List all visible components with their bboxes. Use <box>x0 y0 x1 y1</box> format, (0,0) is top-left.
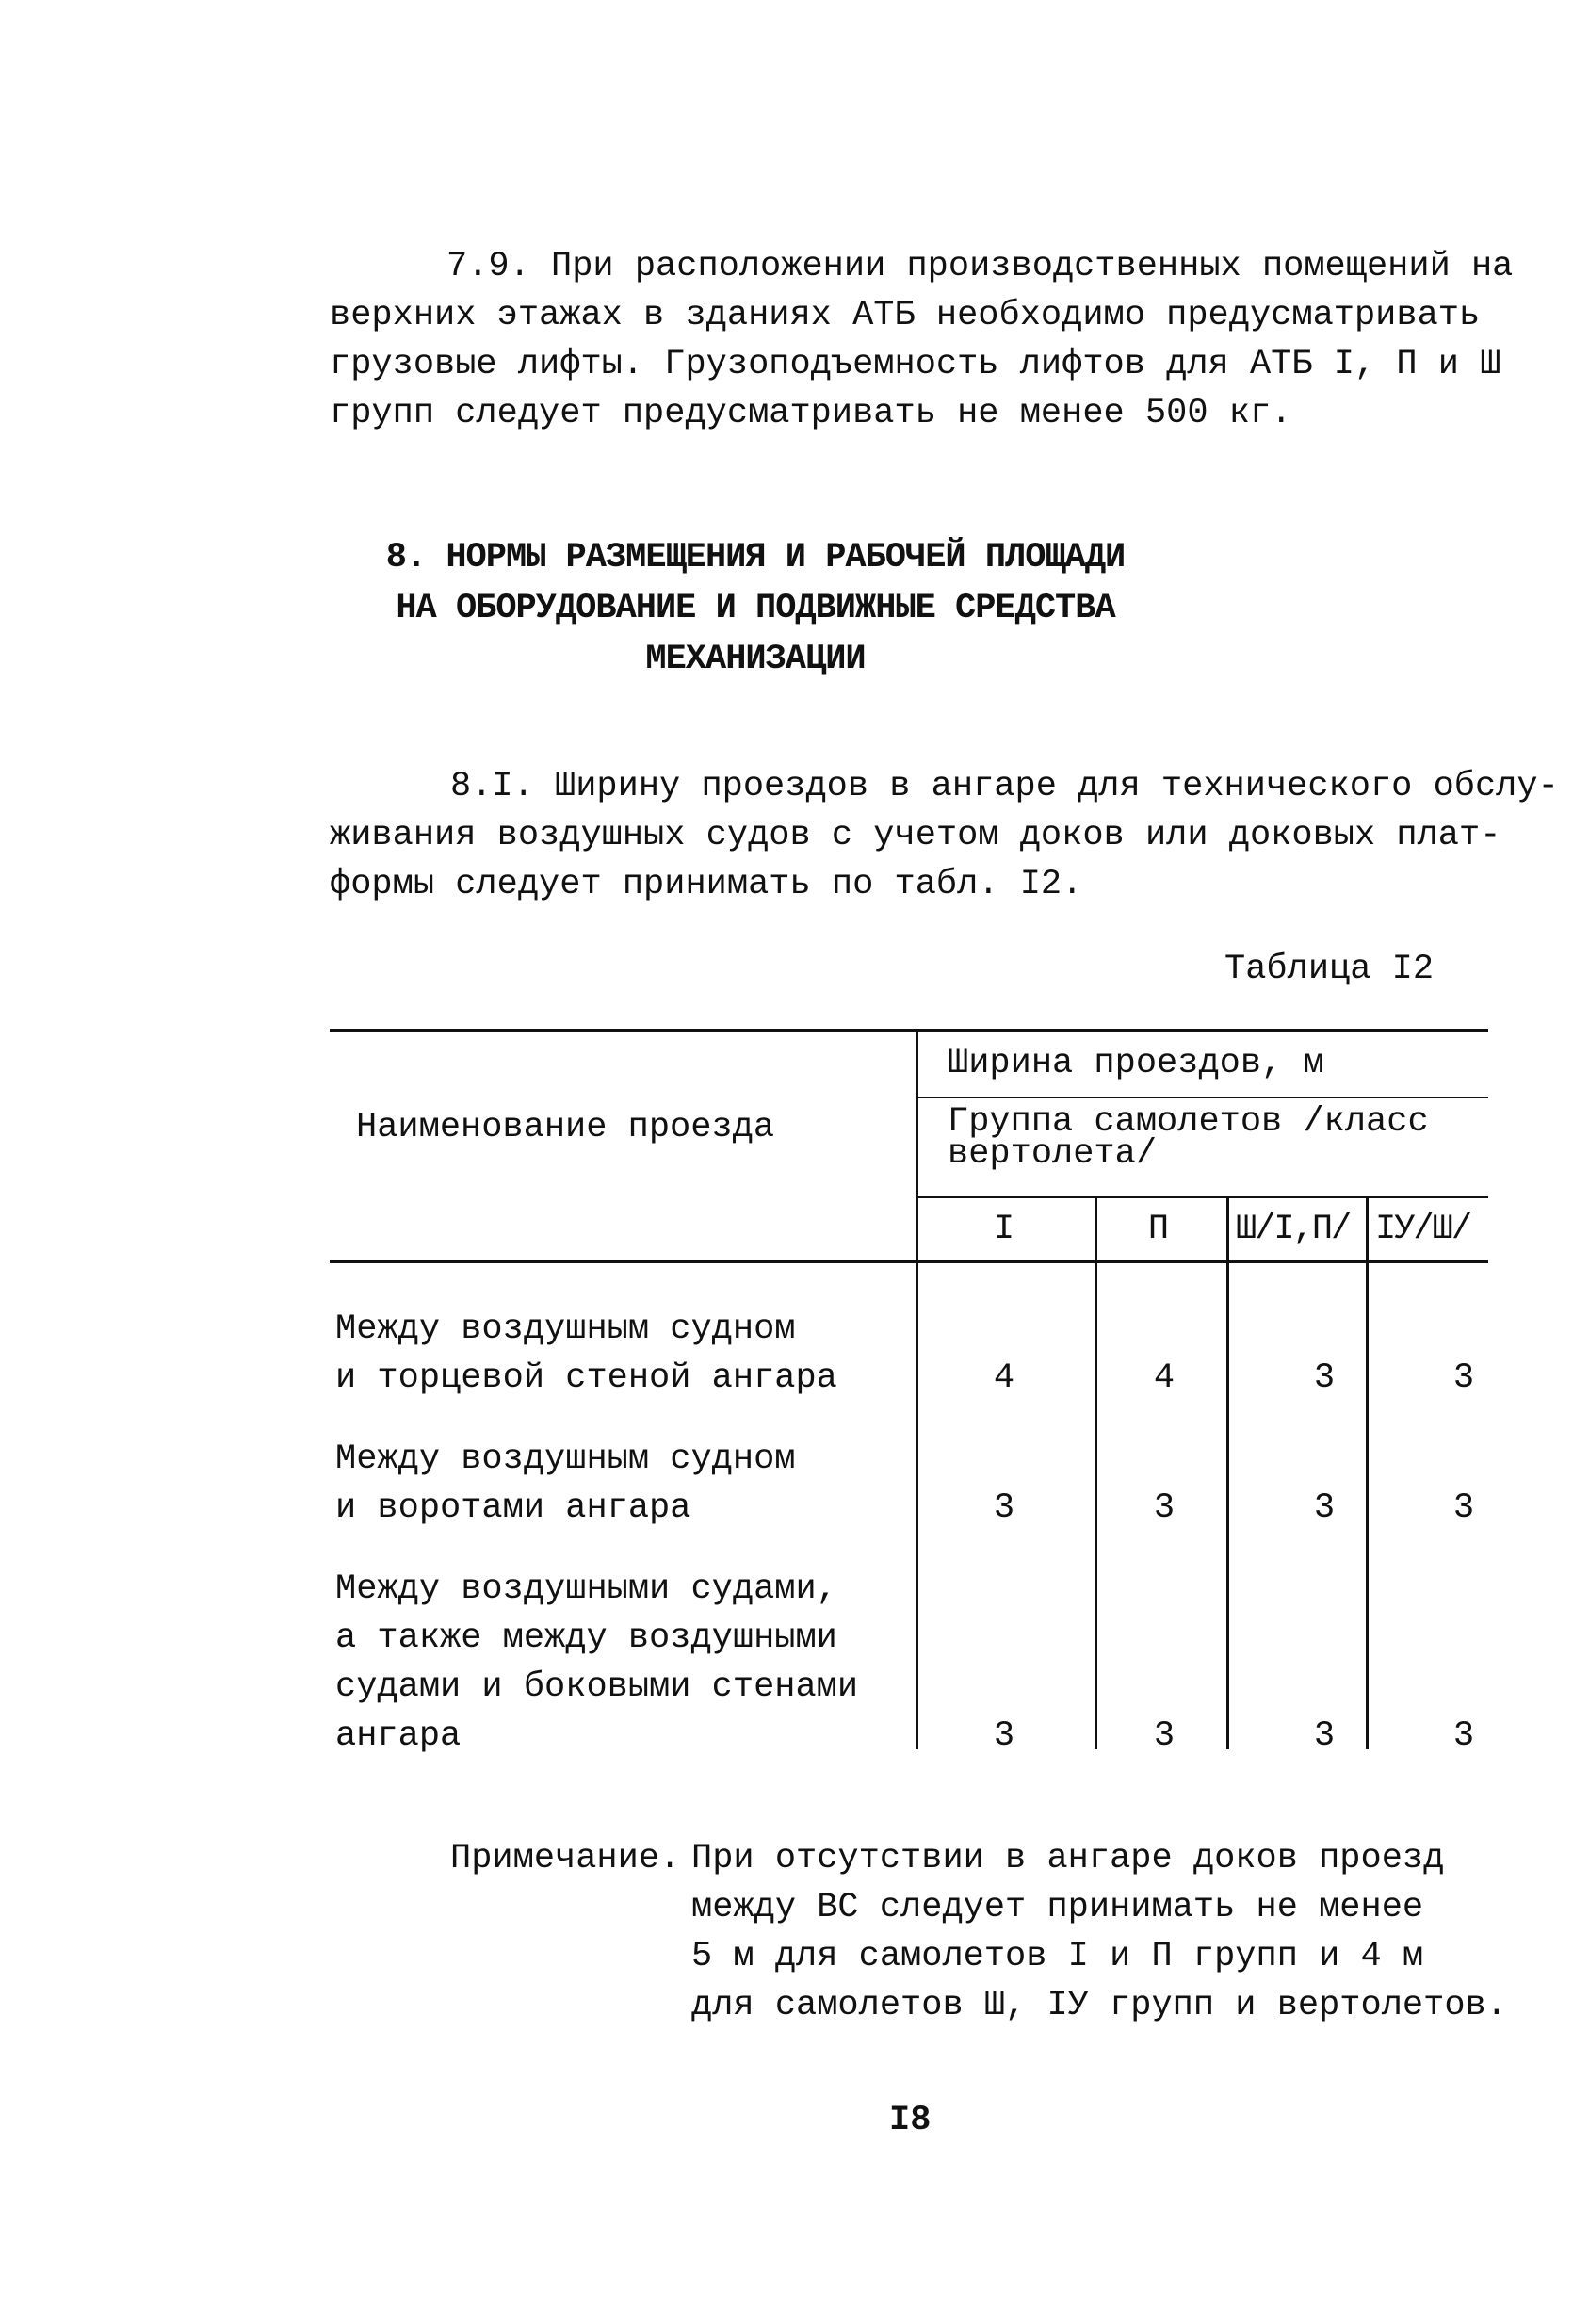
paragraph-line: верхних этажах в зданиях АТБ необходимо предусматривать <box>330 296 1481 335</box>
table-rule-top <box>330 1029 1488 1032</box>
row-name-line: Между воздушным судном <box>335 1309 796 1349</box>
paragraph-line: 7.9. При расположении производственных помещений на <box>446 247 1514 286</box>
paragraph-line: формы следует принимать по табл. I2. <box>330 865 1083 904</box>
row-name-line: и торцевой стеной ангара <box>335 1358 837 1398</box>
table-cell-value: 3 <box>1313 1488 1336 1528</box>
table-cell-value: 3 <box>1452 1358 1475 1398</box>
table-cell-value: 3 <box>1153 1716 1176 1756</box>
note-label: Примечание. <box>450 1839 681 1878</box>
note-line: между ВС следует принимать не менее <box>691 1888 1424 1927</box>
row-name-line: судами и боковыми стенами <box>335 1667 859 1707</box>
table-divider <box>1366 1198 1369 1749</box>
row-name-line: и воротами ангара <box>335 1488 691 1528</box>
table-cell-value: 3 <box>1153 1488 1176 1528</box>
table-cell-value: 3 <box>1452 1716 1475 1756</box>
table-cell-value: 3 <box>1452 1488 1475 1528</box>
section-heading-line: 8. НОРМЫ РАЗМЕЩЕНИЯ И РАБОЧЕЙ ПЛОЩАДИ <box>385 538 1126 577</box>
section-heading-line: МЕХАНИЗАЦИИ <box>645 640 866 679</box>
table-divider <box>916 1029 918 1749</box>
table-column-header: I <box>993 1210 1015 1249</box>
paragraph-line: грузовые лифты. Грузоподъемность лифтов для АТБ I, П и Ш <box>330 345 1501 384</box>
table-cell-value: 4 <box>993 1358 1015 1398</box>
table-cell-value: 3 <box>1313 1358 1336 1398</box>
table-cell-value: 4 <box>1153 1358 1176 1398</box>
row-name-line: ангара <box>335 1716 462 1756</box>
note-line: для самолетов Ш, IУ групп и вертолетов. <box>691 1986 1507 2025</box>
table-caption: Таблица I2 <box>1224 950 1435 989</box>
table-cell-value: 3 <box>1313 1716 1336 1756</box>
paragraph-line: 8.I. Ширину проездов в ангаре для технического обслу- <box>450 767 1559 806</box>
table-header-group: Группа самолетов /класс <box>948 1102 1429 1142</box>
note-line: При отсутствии в ангаре доков проезд <box>691 1839 1445 1878</box>
table-column-header: IУ/Ш/ <box>1375 1210 1471 1249</box>
table-column-header: П <box>1147 1210 1170 1249</box>
table-rule-group <box>918 1196 1488 1198</box>
table-cell-value: 3 <box>993 1716 1015 1756</box>
table-divider <box>1226 1198 1229 1749</box>
table-column-header: Ш/I,П/ <box>1236 1210 1351 1249</box>
table-rule-width <box>918 1097 1488 1098</box>
paragraph-line: живания воздушных судов с учетом доков или доковых плат- <box>330 816 1501 855</box>
table-header-group: вертолета/ <box>948 1134 1158 1174</box>
row-name-line: а также между воздушными <box>335 1618 837 1658</box>
table-rule-header <box>330 1260 1488 1263</box>
table-divider <box>1095 1198 1097 1749</box>
table-cell-value: 3 <box>993 1488 1015 1528</box>
table-header-width: Ширина проездов, м <box>948 1044 1324 1083</box>
section-heading-line: НА ОБОРУДОВАНИЕ И ПОДВИЖНЫЕ СРЕДСТВА <box>396 589 1115 628</box>
row-name-line: Между воздушными судами, <box>335 1569 837 1609</box>
note-line: 5 м для самолетов I и П групп и 4 м <box>691 1937 1424 1976</box>
page-number: I8 <box>889 2101 932 2140</box>
paragraph-line: групп следует предусматривать не менее 500 кг. <box>330 394 1292 433</box>
row-name-line: Между воздушным судном <box>335 1439 796 1479</box>
table-header-name: Наименование проезда <box>356 1108 775 1147</box>
